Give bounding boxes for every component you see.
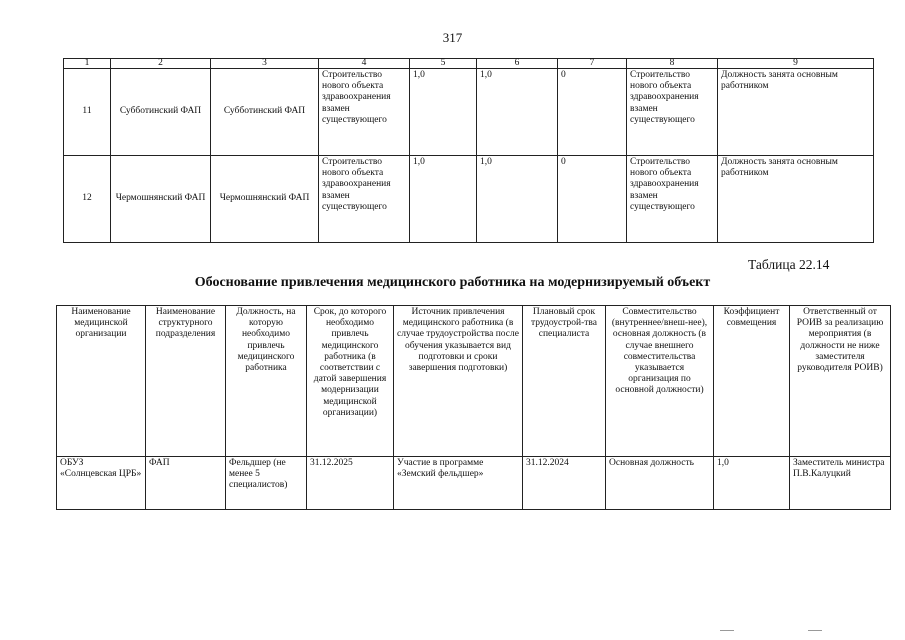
subdivision-name: Субботинский ФАП (211, 69, 319, 156)
planned-date-cell: 31.12.2024 (523, 457, 606, 510)
header-combination: Совместительство (внутреннее/внеш-нее), основная должность (в случае внешнего совместительства указывается организация по основной должности) (606, 306, 714, 457)
column-number: 5 (410, 59, 477, 69)
source-cell: Участие в программе «Земский фельдшер» (394, 457, 523, 510)
column-number: 3 (211, 59, 319, 69)
table-row (64, 156, 874, 243)
column-number: 4 (319, 59, 410, 69)
modernization-type: Строительство нового объекта здравоохранения взамен существующего (319, 156, 410, 243)
table-title: Обоснование привлечения медицинского работника на модернизируемый объект (194, 275, 711, 290)
value-cell: 1,0 (410, 69, 477, 156)
position-status: Должность занята основным работником (718, 69, 874, 156)
subdivision-cell: ФАП (146, 457, 226, 510)
value-cell: 1,0 (477, 156, 558, 243)
column-number: 2 (111, 59, 211, 69)
modernization-type: Строительство нового объекта здравоохранения взамен существующего (319, 69, 410, 156)
column-number: 8 (627, 59, 718, 69)
header-coefficient: Коэффициент совмещения (714, 306, 790, 457)
row-index: 12 (64, 156, 111, 243)
header-source: Источник привлечения медицинского работника (в случае трудоустройства после обучения указывается вид подготовки и сроки завершения подготовки) (394, 306, 523, 457)
table-label: Таблица 22.14 (748, 257, 830, 272)
modernization-type: Строительство нового объекта здравоохранения взамен существующего (627, 156, 718, 243)
modernization-type: Строительство нового объекта здравоохранения взамен существующего (627, 69, 718, 156)
responsible-cell: Заместитель министра П.В.Калуцкий (790, 457, 891, 510)
header-responsible: Ответственный от РОИВ за реализацию мероприятия (в должности не ниже заместителя руководителя РОИВ) (790, 306, 891, 457)
scan-mark (720, 630, 734, 631)
header-deadline: Срок, до которого необходимо привлечь медицинского работника (в соответствии с датой завершения модернизации медицинской организации) (307, 306, 394, 457)
column-number: 6 (477, 59, 558, 69)
page-number: 317 (442, 30, 463, 45)
column-number: 1 (64, 59, 111, 69)
organization-cell: ОБУЗ «Солнцевская ЦРБ» (57, 457, 146, 510)
value-cell: 0 (558, 156, 627, 243)
row-index: 11 (64, 69, 111, 156)
facility-name: Чермошнянский ФАП (111, 156, 211, 243)
table-row (57, 457, 891, 510)
column-number: 9 (718, 59, 874, 69)
header-subdivision: Наименование структурного подразделения (146, 306, 226, 457)
table-row (64, 69, 874, 156)
combination-cell: Основная должность (606, 457, 714, 510)
position-status: Должность занята основным работником (718, 156, 874, 243)
facility-name: Субботинский ФАП (111, 69, 211, 156)
staffing-table (56, 305, 891, 510)
column-number: 7 (558, 59, 627, 69)
value-cell: 1,0 (410, 156, 477, 243)
header-planned-date: Плановый срок трудоустрой-тва специалиста (523, 306, 606, 457)
table-header-row (57, 306, 891, 457)
subdivision-name: Чермошнянский ФАП (211, 156, 319, 243)
value-cell: 0 (558, 69, 627, 156)
table-header-row (64, 59, 874, 69)
deadline-cell: 31.12.2025 (307, 457, 394, 510)
value-cell: 1,0 (477, 69, 558, 156)
position-cell: Фельдшер (не менее 5 специалистов) (226, 457, 307, 510)
header-organization: Наименование медицинской организации (57, 306, 146, 457)
coefficient-cell: 1,0 (714, 457, 790, 510)
facilities-table (63, 58, 874, 243)
header-position: Должность, на которую необходимо привлечь медицинского работника (226, 306, 307, 457)
scan-mark (808, 630, 822, 631)
